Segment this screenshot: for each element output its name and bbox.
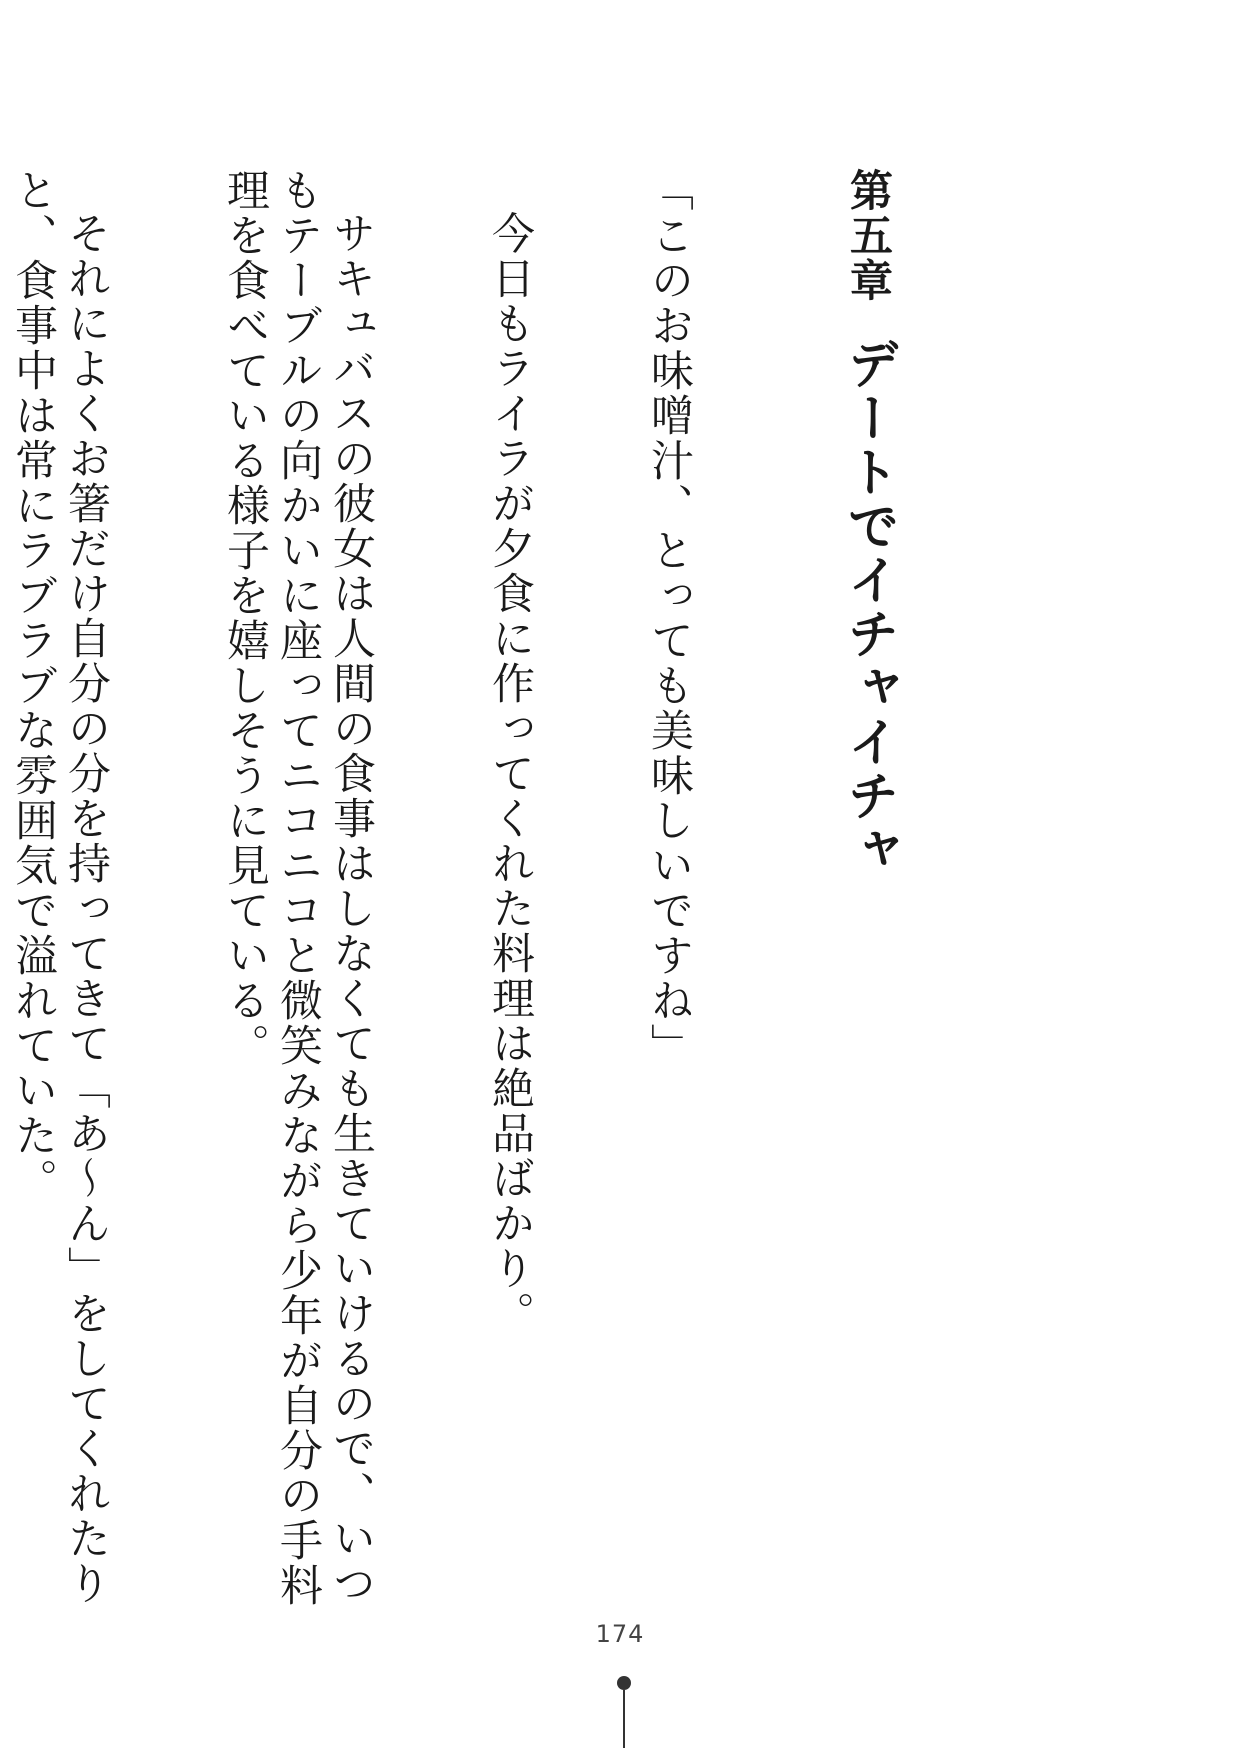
page-marker-line [623, 1690, 625, 1748]
paragraph: 今日もライラが夕食に作ってくれた料理は絶品ばかり。 [485, 211, 535, 1336]
chapter-title: デートでイチャイチャ [838, 337, 898, 877]
chapter-heading [838, 168, 898, 1608]
paragraph: サキュバスの彼女は人間の食事はしなくても生きていけるので、いつもテーブルの向かいに座ってニコニコと微笑みながら少年が自分の手料理を食べている様子を嬉しそうに見ている。 [220, 168, 376, 1608]
paragraph: それによくお箸だけ自分の分を持ってきて「あ～ん」をしてくれたりと、食事中は常にラブラブな雰囲気で溢れていた。 [8, 168, 111, 1606]
chapter-number: 第五章 [843, 168, 893, 303]
vertical-text-block [0, 168, 1000, 1608]
page-number: 174 [595, 1620, 645, 1648]
paragraph: 「このお味噌汁、とっても美味しいですね」 [644, 168, 694, 1068]
page-marker-dot [617, 1676, 631, 1690]
